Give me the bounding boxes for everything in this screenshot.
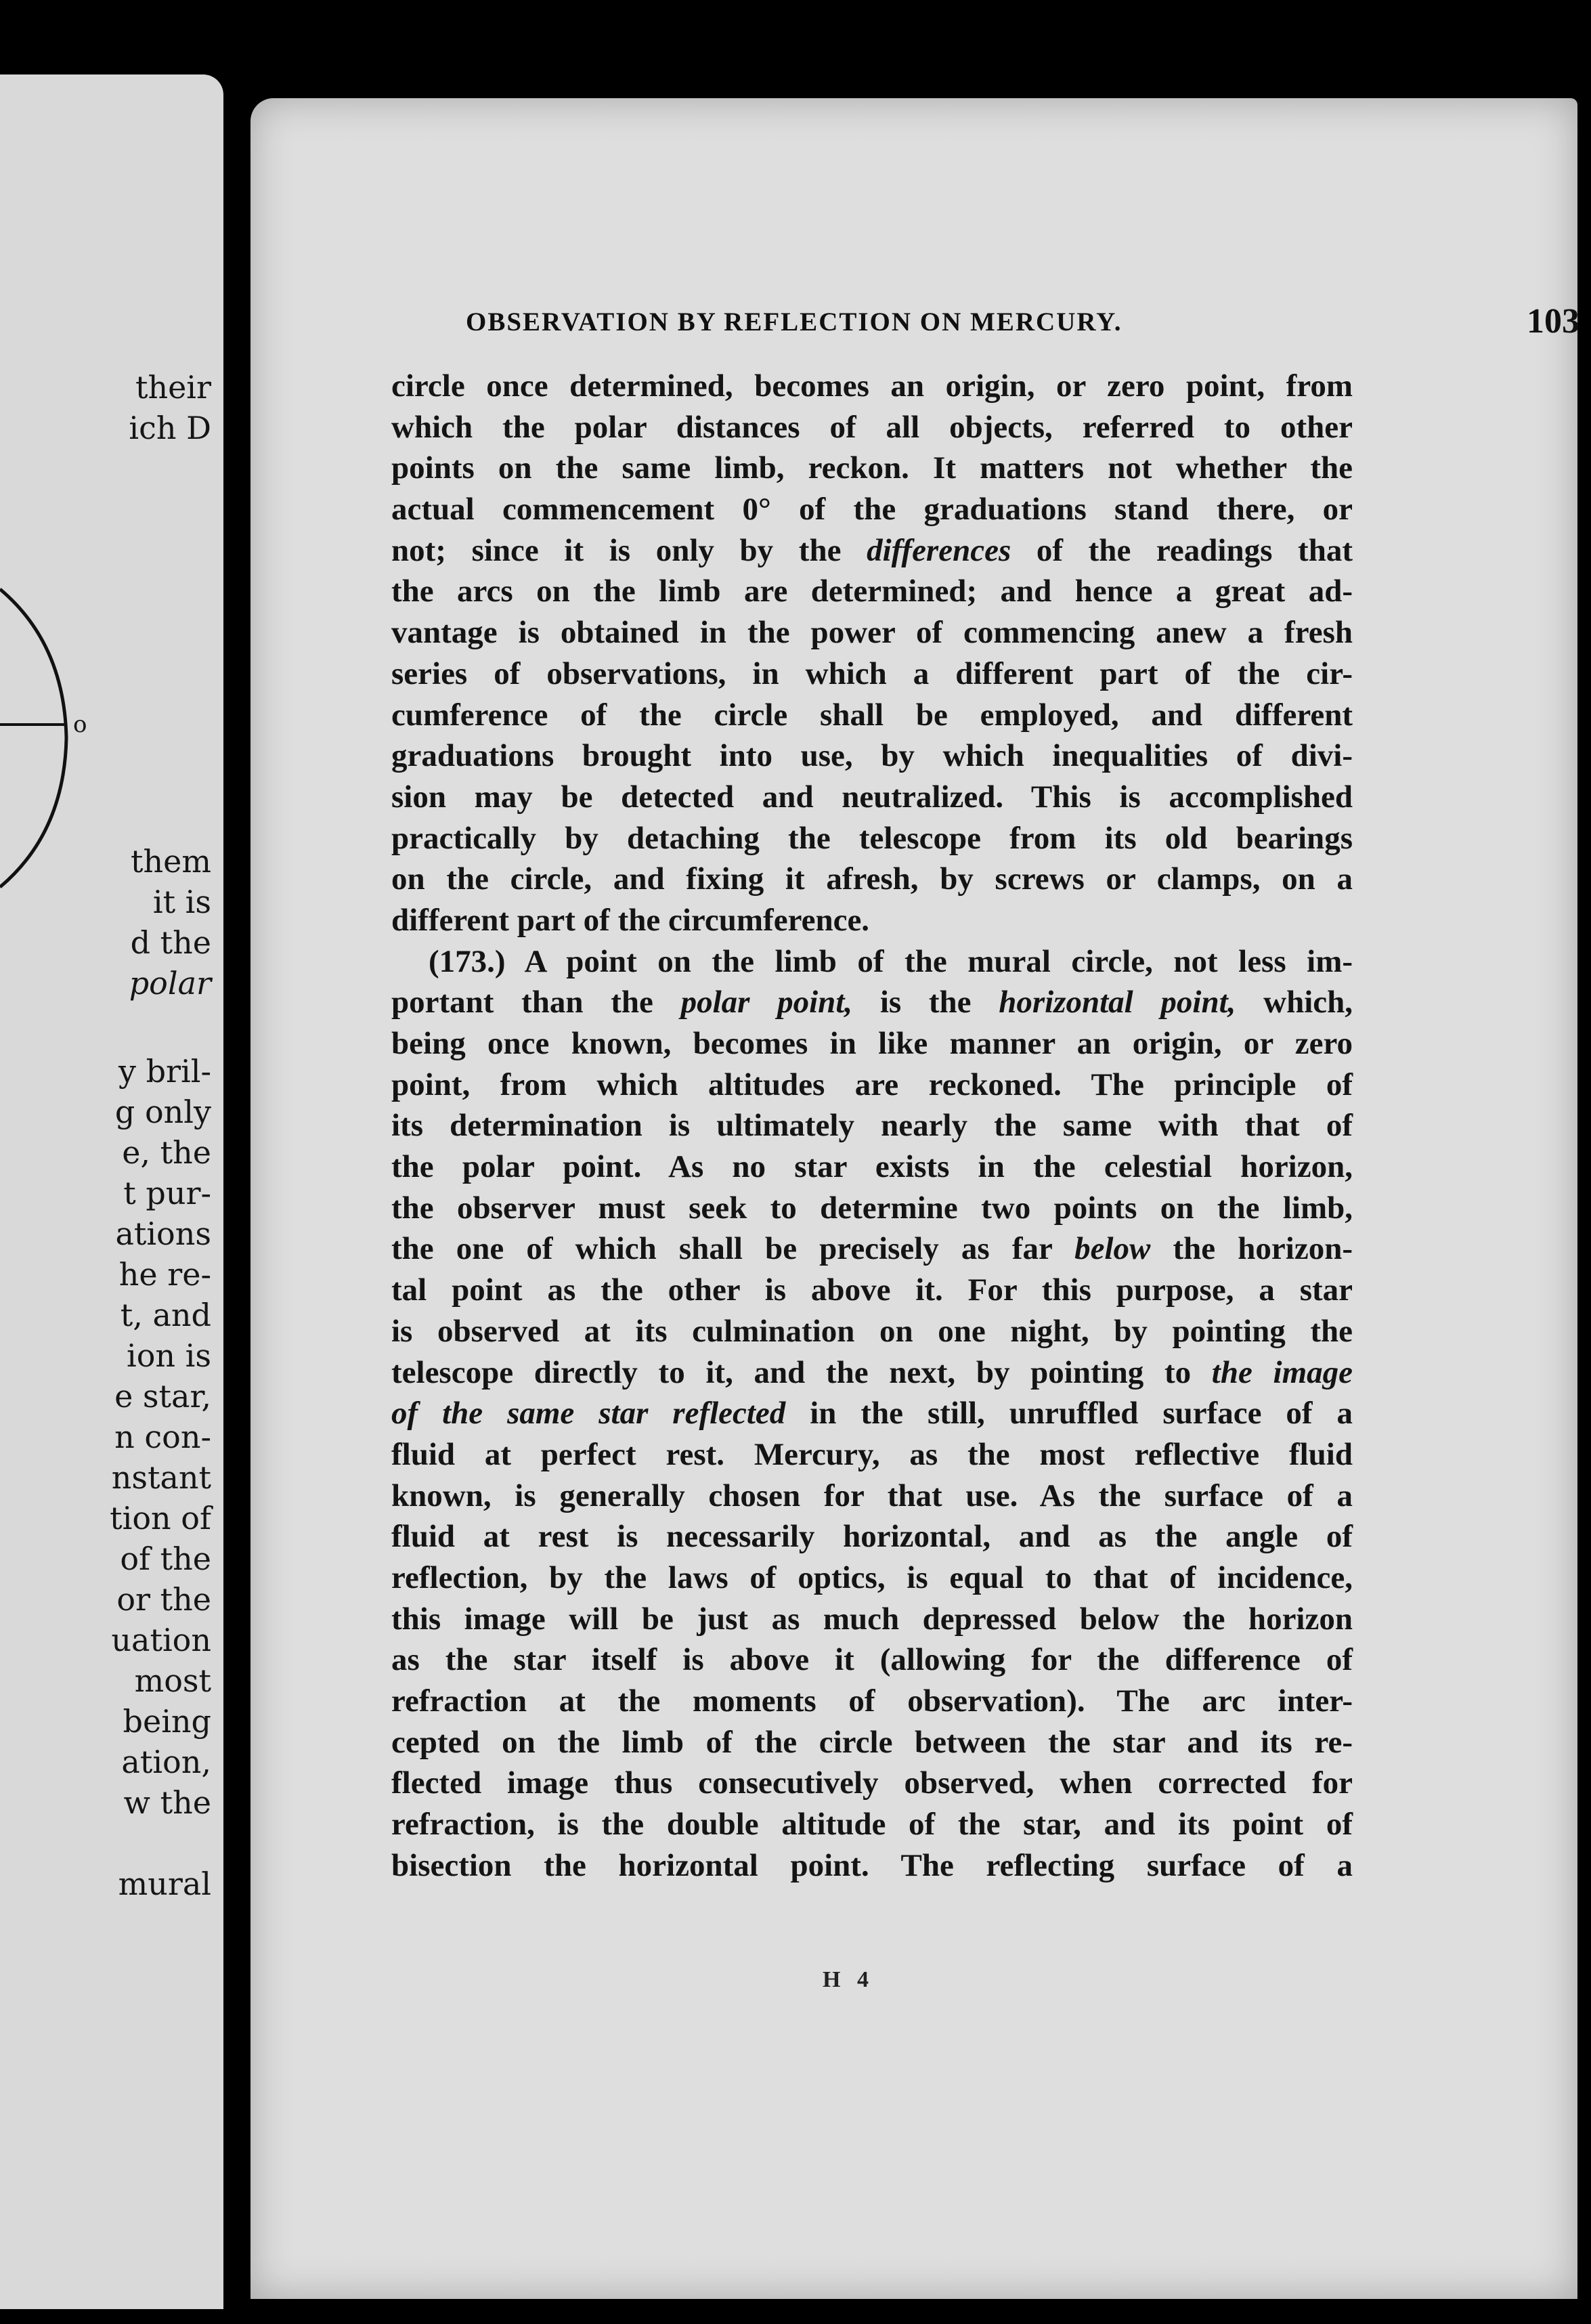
left-page-line-fragment: w the — [123, 1784, 211, 1821]
text-line — [391, 1639, 1353, 1681]
text-run: graduations brought into use, by which inequalities of divi- — [391, 738, 1353, 774]
left-page-line-fragment: most — [134, 1662, 211, 1699]
circle-diagram-fragment — [0, 562, 81, 914]
text-run: flected image thus consecutively observed, when corrected for — [391, 1765, 1353, 1801]
text-run: the horizon- — [1150, 1231, 1353, 1267]
italic-phrase: of the same star reflected — [391, 1396, 786, 1432]
text-line — [391, 1804, 1353, 1845]
text-line — [391, 1516, 1353, 1557]
text-run: refraction at the moments of observation). The arc inter- — [391, 1683, 1353, 1719]
left-page-line-fragment: their — [135, 369, 211, 406]
text-run: different part of the circumference. — [391, 902, 870, 938]
text-run: points on the same limb, reckon. It matters not whether the — [391, 450, 1353, 486]
text-run: refraction, is the double altitude of the star, and its point of — [391, 1807, 1353, 1843]
text-run: known, is generally chosen for that use. As the surface of a — [391, 1478, 1353, 1513]
text-line — [391, 1023, 1353, 1064]
text-run: actual commencement 0° of the graduations stand there, or — [391, 492, 1353, 528]
text-run: (173.) A point on the limb of the mural circle, not less im- — [429, 943, 1353, 979]
left-page-line-fragment: them — [131, 843, 211, 880]
text-line — [391, 1845, 1353, 1887]
text-line — [391, 1064, 1353, 1106]
text-line — [391, 1393, 1353, 1434]
italic-phrase: differences — [867, 532, 1011, 568]
signature-mark: H 4 — [823, 1967, 874, 1992]
body-text — [391, 366, 1353, 1886]
left-page-line-fragment: n con- — [114, 1419, 211, 1455]
page-number: 103 — [1527, 302, 1579, 341]
text-line — [391, 1557, 1353, 1599]
text-run: not; since it is only by the — [391, 532, 867, 568]
text-run: portant than the — [391, 985, 681, 1020]
text-run: sion may be detected and neutralized. This is accomplished — [391, 779, 1353, 815]
running-head-title: OBSERVATION BY REFLECTION ON MERCURY. — [466, 307, 1123, 337]
text-run: the arcs on the limb are determined; and hence a great ad- — [391, 574, 1353, 609]
diagram-label: o — [73, 711, 87, 738]
book-page — [250, 98, 1577, 2299]
text-run: the polar point. As no star exists in the celestial horizon, — [391, 1149, 1353, 1185]
text-line — [391, 1599, 1353, 1640]
text-run: fluid at perfect rest. Mercury, as the most reflective fluid — [391, 1436, 1353, 1472]
text-run: telescope directly to it, and the next, by pointing to — [391, 1354, 1212, 1390]
text-run: this image will be just as much depressed below the horizon — [391, 1601, 1353, 1637]
text-run: practically by detaching the telescope from its old bearings — [391, 820, 1353, 856]
text-run: circle once determined, becomes an origin, or zero point, from — [391, 368, 1353, 404]
text-line — [391, 1270, 1353, 1311]
left-page-line-fragment: tion of — [110, 1500, 211, 1536]
text-line — [391, 448, 1353, 489]
left-page-line-fragment: y bril- — [118, 1053, 211, 1090]
text-line — [391, 900, 1353, 941]
left-page-line-fragment: e star, — [114, 1378, 211, 1415]
text-line — [391, 1434, 1353, 1476]
text-line — [391, 982, 1353, 1023]
text-run: as the star itself is above it (allowing for the difference of — [391, 1642, 1353, 1678]
text-line — [391, 735, 1353, 777]
left-page-line-fragment: he re- — [118, 1256, 211, 1293]
left-page-line-fragment: nstant — [111, 1459, 211, 1496]
left-page-line-fragment: ich D — [129, 410, 211, 446]
left-page-line-fragment: being — [123, 1703, 211, 1740]
left-page-line-fragment: it is — [152, 884, 211, 920]
previous-page-fragment — [0, 74, 223, 2309]
text-line — [391, 1722, 1353, 1763]
text-run: tal point as the other is above it. For this purpose, a star — [391, 1272, 1353, 1308]
text-line — [391, 1763, 1353, 1804]
text-run: which the polar distances of all objects, referred to other — [391, 409, 1353, 445]
left-page-line-fragment: g only — [114, 1094, 211, 1130]
text-line — [391, 571, 1353, 612]
text-line — [391, 1681, 1353, 1722]
text-line — [391, 1105, 1353, 1146]
text-run: fluid at rest is necessarily horizontal, and as the angle of — [391, 1519, 1353, 1555]
text-run: is the — [852, 985, 999, 1020]
italic-phrase: below — [1074, 1231, 1151, 1267]
text-run: which, — [1236, 985, 1353, 1020]
text-line — [391, 1228, 1353, 1270]
text-line — [391, 366, 1353, 407]
left-page-line-fragment: polar — [129, 965, 211, 1002]
italic-phrase: polar point, — [680, 985, 853, 1020]
left-page-line-fragment: t pur- — [123, 1175, 211, 1211]
left-page-line-fragment: t, and — [120, 1297, 211, 1333]
italic-phrase: the image — [1211, 1354, 1353, 1390]
text-line — [391, 941, 1353, 983]
text-line — [391, 777, 1353, 818]
left-page-line-fragment: ation, — [121, 1744, 211, 1780]
text-run: being once known, becomes in like manner an origin, or zero — [391, 1026, 1353, 1061]
text-run: vantage is obtained in the power of commencing anew a fresh — [391, 615, 1353, 651]
text-run: cumference of the circle shall be employed, and different — [391, 697, 1353, 733]
text-line — [391, 407, 1353, 448]
text-line — [391, 1311, 1353, 1352]
text-run: on the circle, and fixing it afresh, by screws or clamps, on a — [391, 861, 1353, 897]
text-line — [391, 1476, 1353, 1517]
italic-phrase: horizontal point, — [999, 985, 1236, 1020]
text-line — [391, 653, 1353, 695]
text-run: point, from which altitudes are reckoned. The principle of — [391, 1067, 1353, 1102]
text-run: is observed at its culmination on one night, by pointing the — [391, 1313, 1353, 1349]
left-page-line-fragment: d the — [130, 924, 211, 961]
text-line — [391, 818, 1353, 859]
text-line — [391, 1352, 1353, 1394]
text-run: the observer must seek to determine two points on the limb, — [391, 1190, 1353, 1226]
left-page-line-fragment: or the — [116, 1581, 211, 1618]
text-line — [391, 612, 1353, 653]
text-line — [391, 1188, 1353, 1229]
text-run: in the still, unruffled surface of a — [785, 1396, 1353, 1432]
left-page-line-fragment: mural — [118, 1866, 211, 1902]
text-run: its determination is ultimately nearly the same with that of — [391, 1108, 1353, 1144]
left-page-line-fragment: ations — [115, 1215, 211, 1252]
text-run: reflection, by the laws of optics, is equal to that of incidence, — [391, 1559, 1353, 1595]
text-run: of the readings that — [1011, 532, 1353, 568]
left-page-line-fragment: e, the — [122, 1134, 211, 1171]
text-line — [391, 530, 1353, 572]
left-page-line-fragment: of the — [120, 1541, 211, 1577]
text-line — [391, 859, 1353, 900]
text-run: cepted on the limb of the circle between the star and its re- — [391, 1724, 1353, 1760]
text-run: the one of which shall be precisely as far — [391, 1231, 1075, 1267]
text-line — [391, 1146, 1353, 1188]
left-page-line-fragment: ion is — [127, 1337, 211, 1374]
text-run: bisection the horizontal point. The reflecting surface of a — [391, 1847, 1353, 1883]
text-line — [391, 489, 1353, 530]
text-line — [391, 695, 1353, 736]
left-page-line-fragment: uation — [111, 1622, 211, 1658]
text-run: series of observations, in which a different part of the cir- — [391, 655, 1353, 691]
running-head — [466, 301, 1579, 349]
